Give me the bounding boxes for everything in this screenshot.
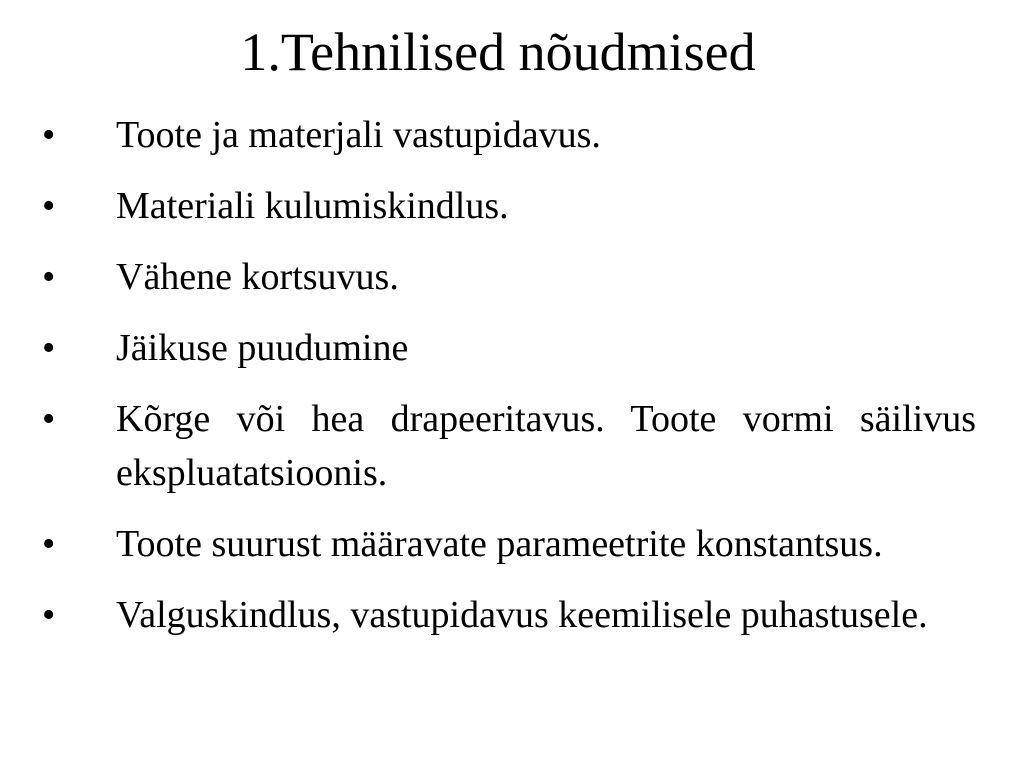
bullet-item <box>0 250 1024 304</box>
bullet-icon: • <box>42 256 56 298</box>
bullet-item <box>0 108 1024 162</box>
bullet-text: Toote ja materjali vastupidavus. <box>116 114 601 156</box>
bullet-text: Jäikuse puudumine <box>116 327 409 369</box>
bullet-icon: • <box>42 523 56 565</box>
bullet-item <box>0 588 1024 642</box>
bullet-list <box>0 108 1024 659</box>
bullet-text: Valguskindlus, vastupidavus keemilisele puhastusele. <box>116 594 928 636</box>
bullet-icon: • <box>42 594 56 636</box>
bullet-icon: • <box>42 114 56 156</box>
bullet-icon: • <box>42 398 56 440</box>
bullet-text: Vähene kortsuvus. <box>116 256 399 298</box>
bullet-item <box>0 321 1024 375</box>
bullet-item <box>0 179 1024 233</box>
slide-title: 1.Tehnilised nõudmised <box>240 22 756 82</box>
bullet-text: Toote suurust määravate parameetrite konstantsus. <box>116 523 883 565</box>
bullet-item <box>0 517 1024 571</box>
bullet-text: Materiali kulumiskindlus. <box>116 185 509 227</box>
bullet-text: Kõrge või hea drapeeritavus. Toote vormi säilivus ekspluatatsioonis. <box>116 398 976 494</box>
bullet-icon: • <box>42 327 56 369</box>
bullet-icon: • <box>42 185 56 227</box>
bullet-item <box>0 392 1024 500</box>
